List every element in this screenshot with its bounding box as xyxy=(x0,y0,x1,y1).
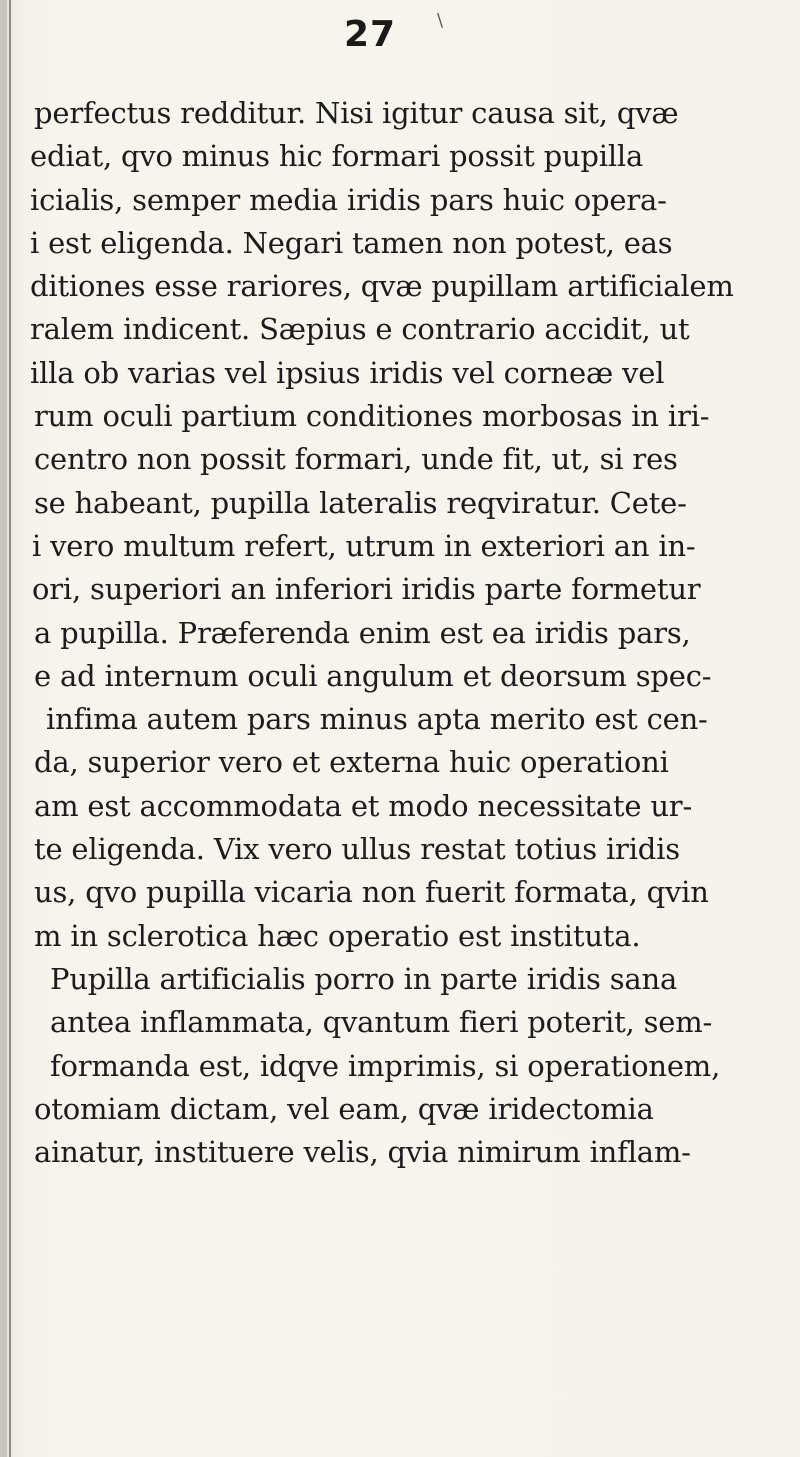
text-line-11: i vero multum refert, utrum in exteriori an in- xyxy=(32,528,696,563)
text-line-17: am est accommodata et modo necessitate ur- xyxy=(34,788,693,823)
text-line-13: a pupilla. Præferenda enim est ea iridis pars, xyxy=(34,615,691,650)
text-line-25: ainatur, instituere velis, qvia nimirum inflam- xyxy=(34,1135,691,1170)
text-line-23: formanda est, idqve imprimis, si operationem, xyxy=(50,1048,721,1083)
page-gutter xyxy=(0,0,7,1457)
text-line-5: ditiones esse rariores, qvæ pupillam artificialem xyxy=(30,269,734,304)
page-mark: \ xyxy=(437,10,444,31)
text-line-24: otomiam dictam, vel eam, qvæ iridectomia xyxy=(34,1091,654,1126)
text-line-15: infima autem pars minus apta merito est cen- xyxy=(46,702,708,737)
page-number: 27 xyxy=(343,14,397,55)
text-line-22: antea inflammata, qvantum fieri poterit, sem- xyxy=(50,1005,713,1040)
text-line-2: ediat, qvo minus hic formari possit pupilla xyxy=(30,139,644,174)
text-line-21: Pupilla artificialis porro in parte iridis sana xyxy=(50,961,678,996)
body-text xyxy=(22,92,780,1174)
text-line-8: rum oculi partium conditiones morbosas in iri- xyxy=(34,399,710,434)
text-line-7: illa ob varias vel ipsius iridis vel corneæ vel xyxy=(30,355,665,390)
text-line-20: m in sclerotica hæc operatio est instituta. xyxy=(34,918,641,953)
text-line-16: da, superior vero et externa huic operationi xyxy=(34,745,669,780)
text-line-4: i est eligenda. Negari tamen non potest, eas xyxy=(30,225,673,260)
binding-edge xyxy=(9,0,11,1457)
text-line-6: ralem indicent. Sæpius e contrario accidit, ut xyxy=(30,312,690,347)
text-line-14: e ad internum oculi angulum et deorsum spec- xyxy=(34,658,712,693)
text-line-9: centro non possit formari, unde fit, ut, si res xyxy=(34,442,678,477)
text-line-3: icialis, semper media iridis pars huic opera- xyxy=(30,182,667,217)
text-line-19: us, qvo pupilla vicaria non fuerit formata, qvin xyxy=(34,875,709,910)
text-line-1: perfectus redditur. Nisi igitur causa sit, qvæ xyxy=(34,96,679,130)
text-line-18: te eligenda. Vix vero ullus restat totius iridis xyxy=(34,832,680,867)
text-line-10: se habeant, pupilla lateralis reqviratur. Cete- xyxy=(34,485,687,520)
text-line-12: ori, superiori an inferiori iridis parte formetur xyxy=(32,572,701,607)
